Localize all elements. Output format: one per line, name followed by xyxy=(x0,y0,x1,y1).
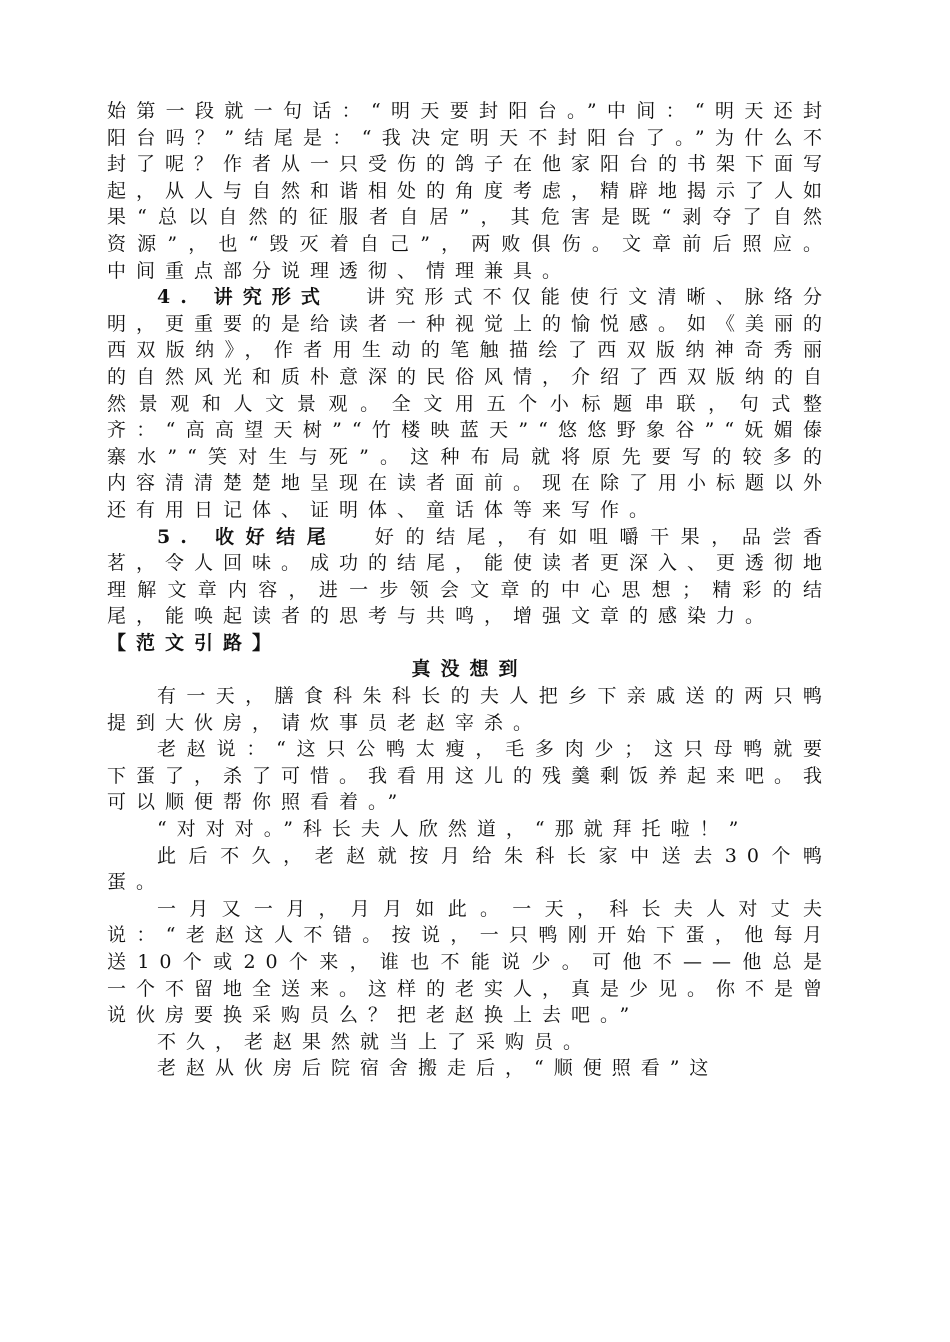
section-5-text: 好的结尾，有如咀嚼干果，品尝香茗，令人回味。成功的结尾，能使读者更深入、更透彻地理解文章内容，进一步领会文章的中心思想；精彩的结尾，能唤起读者的思考与共鸣，增强文章的感染力。 xyxy=(107,525,833,628)
continuation-paragraph: 始第一段就一句话：“明天要封阳台。”中间：“明天还封阳台吗？”结尾是：“我决定明天不封阳台了。”为什么不封了呢？作者从一只受伤的鸽子在他家阳台的书架下面写起，从人与自然和谐相处的角度考虑，精辟地揭示了人如果“总以自然的征服者自居”，其危害是既“剥夺了自然资源”，也“毁灭着自己”，两败俱伤。文章前后照应。中间重点部分说理透彻、情理兼具。 xyxy=(107,100,833,282)
story-title: 真没想到 xyxy=(411,658,528,681)
story-paragraph: 老赵从伙房后院宿舍搬走后，“顺便照看”这 xyxy=(157,1057,719,1080)
section-4-paragraph xyxy=(107,284,832,523)
story-paragraph: 此后不久，老赵就按月给朱科长家中送去30个鸭蛋。 xyxy=(107,844,832,894)
document-page xyxy=(107,98,832,1082)
story-paragraph: 老赵说：“这只公鸭太瘦，毛多肉少；这只母鸭就要下蛋了，杀了可惜。我看用这儿的残羹剩饭养起来吧。我可以顺便帮你照看着。” xyxy=(107,738,833,814)
story-paragraph: 一月又一月，月月如此。一天，科长夫人对丈夫说：“老赵这人不错。按说，一只鸭刚开始下蛋，他每月送10个或20个来，谁也不能说少。可他不——他总是一个不留地全送来。这样的老实人，真是少见。你不是曾说伙房要换采购员么？把老赵换上去吧。” xyxy=(107,897,833,1027)
story-paragraph: 不久，老赵果然就当上了采购员。 xyxy=(157,1030,593,1053)
story-paragraph: “对对对。”科长夫人欣然道，“那就拜托啦！” xyxy=(157,818,749,841)
model-essay-label: 【范文引路】 xyxy=(107,631,282,654)
section-5-heading: 5. 收好结尾 xyxy=(157,525,338,548)
section-5-paragraph xyxy=(107,524,832,630)
section-4-text: 讲究形式不仅能使行文清晰、脉络分明，更重要的是给读者一种视觉上的愉悦感。如《美丽的西双版纳》，作者用生动的笔触描绘了西双版纳神奇秀丽的自然风光和质朴意深的民俗风情，介绍了西双版纳的自然景观和人文景观。全文用五个小标题串联，句式整齐：“高高望天树”“竹楼映蓝天”“悠悠野象谷”“妩媚傣寨水”“笑对生与死”。这种布局就将原先要写的较多的内容清清楚楚地呈现在读者面前。现在除了用小标题以外还有用日记体、证明体、童话体等来写作。 xyxy=(107,286,833,521)
section-4-heading: 4. 讲究形式 xyxy=(157,286,331,309)
story-paragraph: 有一天，膳食科朱科长的夫人把乡下亲戚送的两只鸭提到大伙房，请炊事员老赵宰杀。 xyxy=(107,685,832,734)
